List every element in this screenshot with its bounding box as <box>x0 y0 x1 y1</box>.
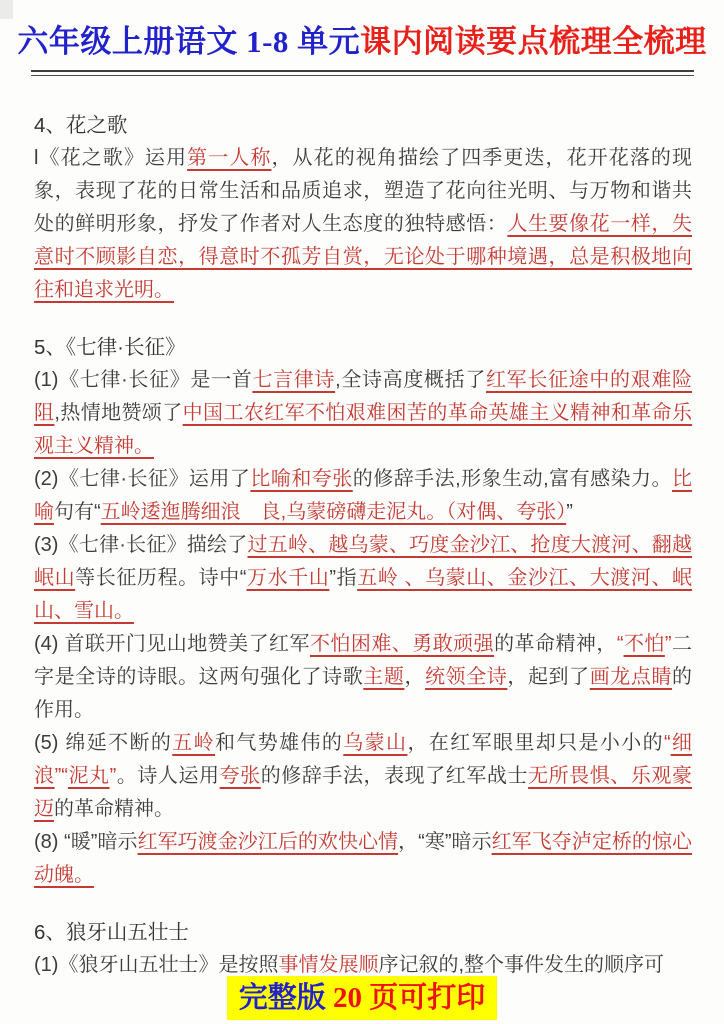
highlight-run: （对偶、夸张） <box>446 501 567 523</box>
footer <box>0 976 724 1020</box>
text-run: 的修辞手法,形象生动,富有感染力。 <box>352 468 672 490</box>
text-run: 的作用。 <box>34 666 693 721</box>
highlight-run: 夸张 <box>219 765 261 787</box>
highlight-run: 人生要像花一样，失意时不顾影自恋，得意时不孤芳自赏，无论处于哪种境遇，总是积极地向往和追求光明。 <box>34 213 693 301</box>
section-heading: 6、狼牙山五壮士 <box>34 921 189 944</box>
text-run: 的革命精神。 <box>54 798 174 820</box>
text-run: (4) 首联开门见山地赞美了红军 <box>34 633 310 655</box>
text-run: (8) “暖”暗示 <box>34 831 138 853</box>
highlight-run: 细浪 <box>34 732 693 787</box>
text-run: 序记叙的,整个事件发生的顺序可 <box>378 954 665 976</box>
highlight-run: 万水千山 <box>246 567 330 589</box>
paragraph <box>34 727 692 826</box>
highlight-run: 红军飞夺泸定桥的惊心动魄。 <box>34 831 692 886</box>
footer-banner <box>227 976 498 1020</box>
highlight-run: 第一人称 <box>187 147 272 169</box>
text-run: 的修辞手法，表现了红军战士 <box>260 765 529 787</box>
paragraph <box>34 142 692 307</box>
text-run: ,热情地赞颂了 <box>54 402 183 424</box>
section-heading: 5、《七律·长征》 <box>34 336 186 359</box>
scan-artifact <box>0 0 13 19</box>
paragraph <box>34 529 692 628</box>
text-run: ，从花的视角描绘了四季更迭，花开花落的现象，表现了花的日常生活和品质追求，塑造了花向往光明、与万物和谐共处的鲜明形象，抒发了作者对人生态度的独特感悟： <box>34 147 693 235</box>
page-title-red-text: 课内阅读要点梳理全梳理 <box>360 24 707 59</box>
highlight-run: 无所畏惧、乐观豪迈 <box>34 765 692 820</box>
text-run: 的革命精神， <box>494 633 617 655</box>
document-body <box>34 109 692 982</box>
text-run: (1)《七律·长征》是一首 <box>34 369 253 391</box>
highlight-run: 统领全诗 <box>425 666 508 688</box>
text-run: l《花之歌》运用 <box>34 147 188 169</box>
text-run: ，在红军眼里却只是小小的 <box>407 732 664 754</box>
highlight-run: 五岭 <box>172 732 216 754</box>
highlight-run: “ <box>663 732 671 754</box>
document-sections <box>34 109 692 982</box>
text-run: ”指 <box>329 567 358 589</box>
footer-banner-blue-text: 完整版 <box>238 982 326 1014</box>
section <box>34 109 692 307</box>
paragraph <box>34 364 692 463</box>
text-run: (2)《七律·长征》运用了 <box>34 468 251 490</box>
highlight-run: 主题 <box>363 666 405 688</box>
highlight-run: ”“ <box>54 765 68 787</box>
highlight-run: “ <box>616 633 624 655</box>
highlight-run: ” <box>664 633 672 655</box>
highlight-run: 七言律诗 <box>252 369 336 391</box>
text-run: ” <box>566 501 573 523</box>
footer-banner-red-text: 20 页可打印 <box>325 982 486 1014</box>
highlight-run: 比喻 <box>34 468 692 523</box>
highlight-run: 红军巧渡金沙江后的欢快心情 <box>137 831 399 853</box>
text-run: (3)《七律·长征》描绘了 <box>34 534 248 556</box>
text-run: ，“寒”暗示 <box>398 831 492 853</box>
highlight-run: 事情发展顺 <box>278 954 379 976</box>
highlight-run: 过五岭、越乌蒙、巧度金沙江、抢度大渡河、翻越岷山 <box>34 534 693 589</box>
text-run: 。诗人运用 <box>116 765 220 787</box>
section <box>34 331 692 892</box>
text-run: 等长征历程。诗中“ <box>75 567 247 589</box>
page-title-blue-text: 六年级上册语文 1-8 单元 <box>17 24 361 59</box>
highlight-run: 画龙点睛 <box>589 666 673 688</box>
highlight-run: ” <box>109 765 117 787</box>
text-run: 和气势雄伟的 <box>215 732 344 754</box>
highlight-run: 五岭 、乌蒙山、金沙江、大渡河、岷山、雪山。 <box>34 567 693 622</box>
text-run: 句有“ <box>54 501 101 523</box>
text-run: 二字是全诗的诗眼。这两句强化了诗歌 <box>34 633 693 688</box>
text-run: (1)《狼牙山五壮士》是按照 <box>34 954 279 976</box>
highlight-run: 比喻和夸张 <box>250 468 353 490</box>
text-run: ,全诗高度概括了 <box>335 369 486 391</box>
text-run: ，起到了 <box>507 666 590 688</box>
section <box>34 916 692 982</box>
text-run: (5) 绵延不断的 <box>34 732 173 754</box>
highlight-run: 红军长征途中的艰难险阻 <box>34 369 692 424</box>
highlight-run: 不怕 <box>623 633 665 655</box>
text-run: ， <box>404 666 426 688</box>
page-title <box>0 0 724 61</box>
highlight-run: 乌蒙山 <box>343 732 408 754</box>
paragraph <box>34 628 692 727</box>
title-divider <box>31 70 694 76</box>
highlight-run: 中国工农红军不怕艰难困苦的革命英雄主义精神和革命乐观主义精神。 <box>34 402 692 457</box>
highlight-run: 不怕困难、勇敢顽强 <box>309 633 495 655</box>
paragraph <box>34 463 692 529</box>
highlight-run: 五岭逶迤腾细浪 良,乌蒙磅礴走泥丸。 <box>100 501 447 523</box>
highlight-run: 泥丸 <box>67 765 110 787</box>
paragraph <box>34 826 692 892</box>
section-heading: 4、花之歌 <box>34 114 128 137</box>
